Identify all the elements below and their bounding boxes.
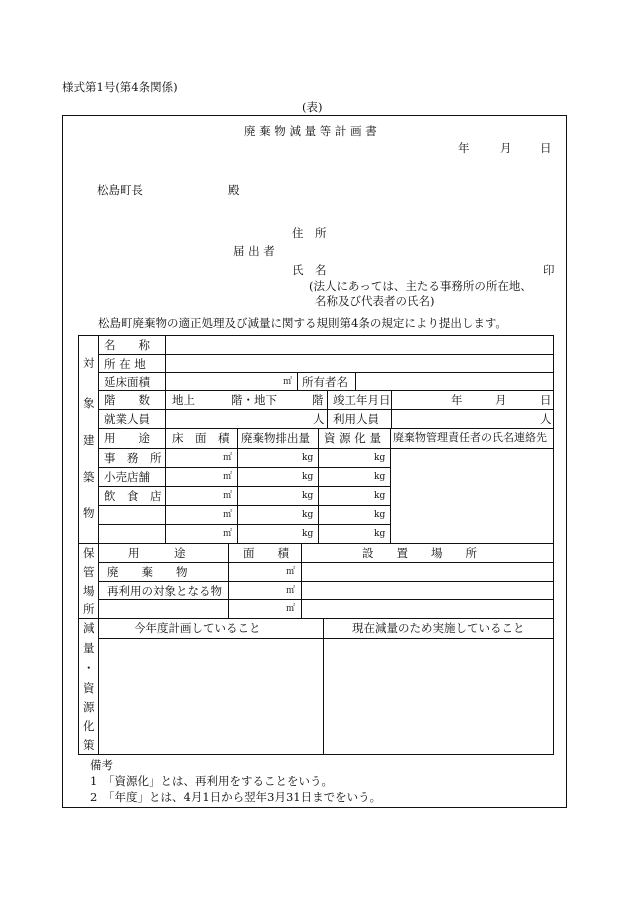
- plan-header: 今年度計画していること: [134, 621, 261, 635]
- target-group-char: 築: [83, 470, 95, 484]
- date-year-label: 年: [458, 141, 470, 155]
- floor-area-label: 延床面積: [104, 375, 150, 389]
- corporate-note-line2: 名称及び代表者の氏名): [315, 294, 435, 308]
- use-row-label: 事 務 所: [104, 451, 162, 465]
- completion-day-label: 日: [540, 393, 552, 407]
- use-row-emission-unit: kg: [302, 453, 314, 463]
- floors-label: 階 数: [104, 393, 150, 407]
- date-day-label: 日: [540, 141, 552, 155]
- note-number: 2: [90, 790, 98, 804]
- storage-row-area-unit: ㎡: [286, 604, 296, 614]
- storage-area-header: 面 積: [243, 546, 289, 560]
- target-group-char: 物: [83, 506, 95, 520]
- use-row-emission-unit: kg: [302, 529, 314, 539]
- target-group-char: 建: [83, 433, 95, 447]
- current-header: 現在減量のため実施していること: [352, 621, 525, 635]
- floor-area-unit: ㎡: [283, 377, 293, 387]
- use-row-emission-unit: kg: [302, 510, 314, 520]
- notes-heading: 備考: [90, 758, 113, 772]
- target-group-char: 象: [83, 396, 95, 410]
- use-row-area-unit: ㎡: [223, 491, 233, 501]
- storage-row-area-unit: ㎡: [286, 567, 296, 577]
- note-number: 1: [90, 774, 98, 788]
- use-row-emission-unit: kg: [302, 472, 314, 482]
- resource-header: 資 源 化 量: [324, 431, 381, 445]
- storage-group-char: 管: [83, 565, 95, 579]
- completion-date-label: 竣工年月日: [333, 393, 391, 407]
- storage-row-label: 廃 棄 物: [107, 565, 188, 579]
- storage-use-header: 用 途: [128, 546, 186, 560]
- use-row-label: 飲 食 店: [104, 489, 162, 503]
- page-title: 廃 棄 物 減 量 等 計 画 書: [244, 124, 377, 138]
- use-row-area-unit: ㎡: [223, 453, 233, 463]
- floors-above-label: 地上: [172, 393, 195, 407]
- reduction-group-char: 策: [83, 738, 95, 752]
- floors-end-label: 階: [312, 393, 324, 407]
- side-label: (表): [302, 100, 323, 114]
- reduction-group-char: 資: [83, 681, 95, 695]
- note-text: 「年度」とは、4月1日から翌年3月31日までをいう。: [103, 790, 382, 804]
- storage-group-char: 場: [83, 584, 95, 598]
- seal-mark: 印: [543, 263, 555, 277]
- floors-below-label: 階・地下: [231, 393, 277, 407]
- reduction-group-char: 源: [83, 700, 95, 714]
- area-header: 床 面 積: [172, 431, 230, 445]
- use-header: 用 途: [104, 431, 150, 445]
- date-month-label: 月: [500, 141, 512, 155]
- storage-row-area-unit: ㎡: [286, 586, 296, 596]
- employees-unit: 人: [313, 412, 325, 426]
- building-name-label: 名 称: [104, 338, 150, 352]
- use-row-area-unit: ㎡: [223, 529, 233, 539]
- completion-month-label: 月: [495, 393, 507, 407]
- notifier-label: 届 出 者: [233, 244, 275, 258]
- manager-header: 廃棄物管理責任者の氏名連絡先: [393, 431, 547, 444]
- use-row-label: 小売店舗: [104, 470, 150, 484]
- reduction-group-char: 化: [83, 719, 95, 733]
- location-label: 所 在 地: [104, 357, 146, 371]
- use-row-area-unit: ㎡: [223, 510, 233, 520]
- corporate-note-line1: (法人にあっては、主たる事務所の所在地、: [309, 279, 532, 293]
- note-text: 「資源化」とは、再利用をすることをいう。: [103, 774, 333, 788]
- use-row-resource-unit: kg: [374, 491, 386, 501]
- address-label: 住 所: [292, 226, 327, 240]
- storage-row-label: 再利用の対象となる物: [107, 584, 222, 598]
- users-unit: 人: [540, 412, 552, 426]
- use-row-resource-unit: kg: [374, 472, 386, 482]
- storage-group-char: 保: [83, 546, 95, 560]
- use-row-resource-unit: kg: [374, 453, 386, 463]
- use-row-area-unit: ㎡: [223, 472, 233, 482]
- completion-year-label: 年: [451, 393, 463, 407]
- storage-group-char: 所: [83, 602, 95, 616]
- reduction-group-char: 減: [83, 621, 95, 635]
- owner-label: 所有者名: [302, 375, 348, 389]
- use-row-resource-unit: kg: [374, 510, 386, 520]
- reduction-group-char: 量: [83, 641, 95, 655]
- employees-label: 就業人員: [104, 412, 150, 426]
- form-reference: 様式第1号(第4条関係): [62, 80, 178, 94]
- name-label: 氏 名: [292, 263, 327, 277]
- emission-header: 廃棄物排出量: [241, 431, 310, 445]
- submission-statement: 松島町廃棄物の適正処理及び減量に関する規則第4条の規定により提出します。: [98, 316, 507, 330]
- addressee-name: 松島町長: [97, 183, 143, 197]
- addressee-suffix: 殿: [228, 183, 240, 197]
- users-label: 利用人員: [333, 412, 379, 426]
- use-row-resource-unit: kg: [374, 529, 386, 539]
- use-row-emission-unit: kg: [302, 491, 314, 501]
- target-group-char: 対: [83, 356, 95, 370]
- reduction-group-char: ・: [83, 661, 95, 675]
- storage-place-header: 設 置 場 所: [362, 546, 477, 560]
